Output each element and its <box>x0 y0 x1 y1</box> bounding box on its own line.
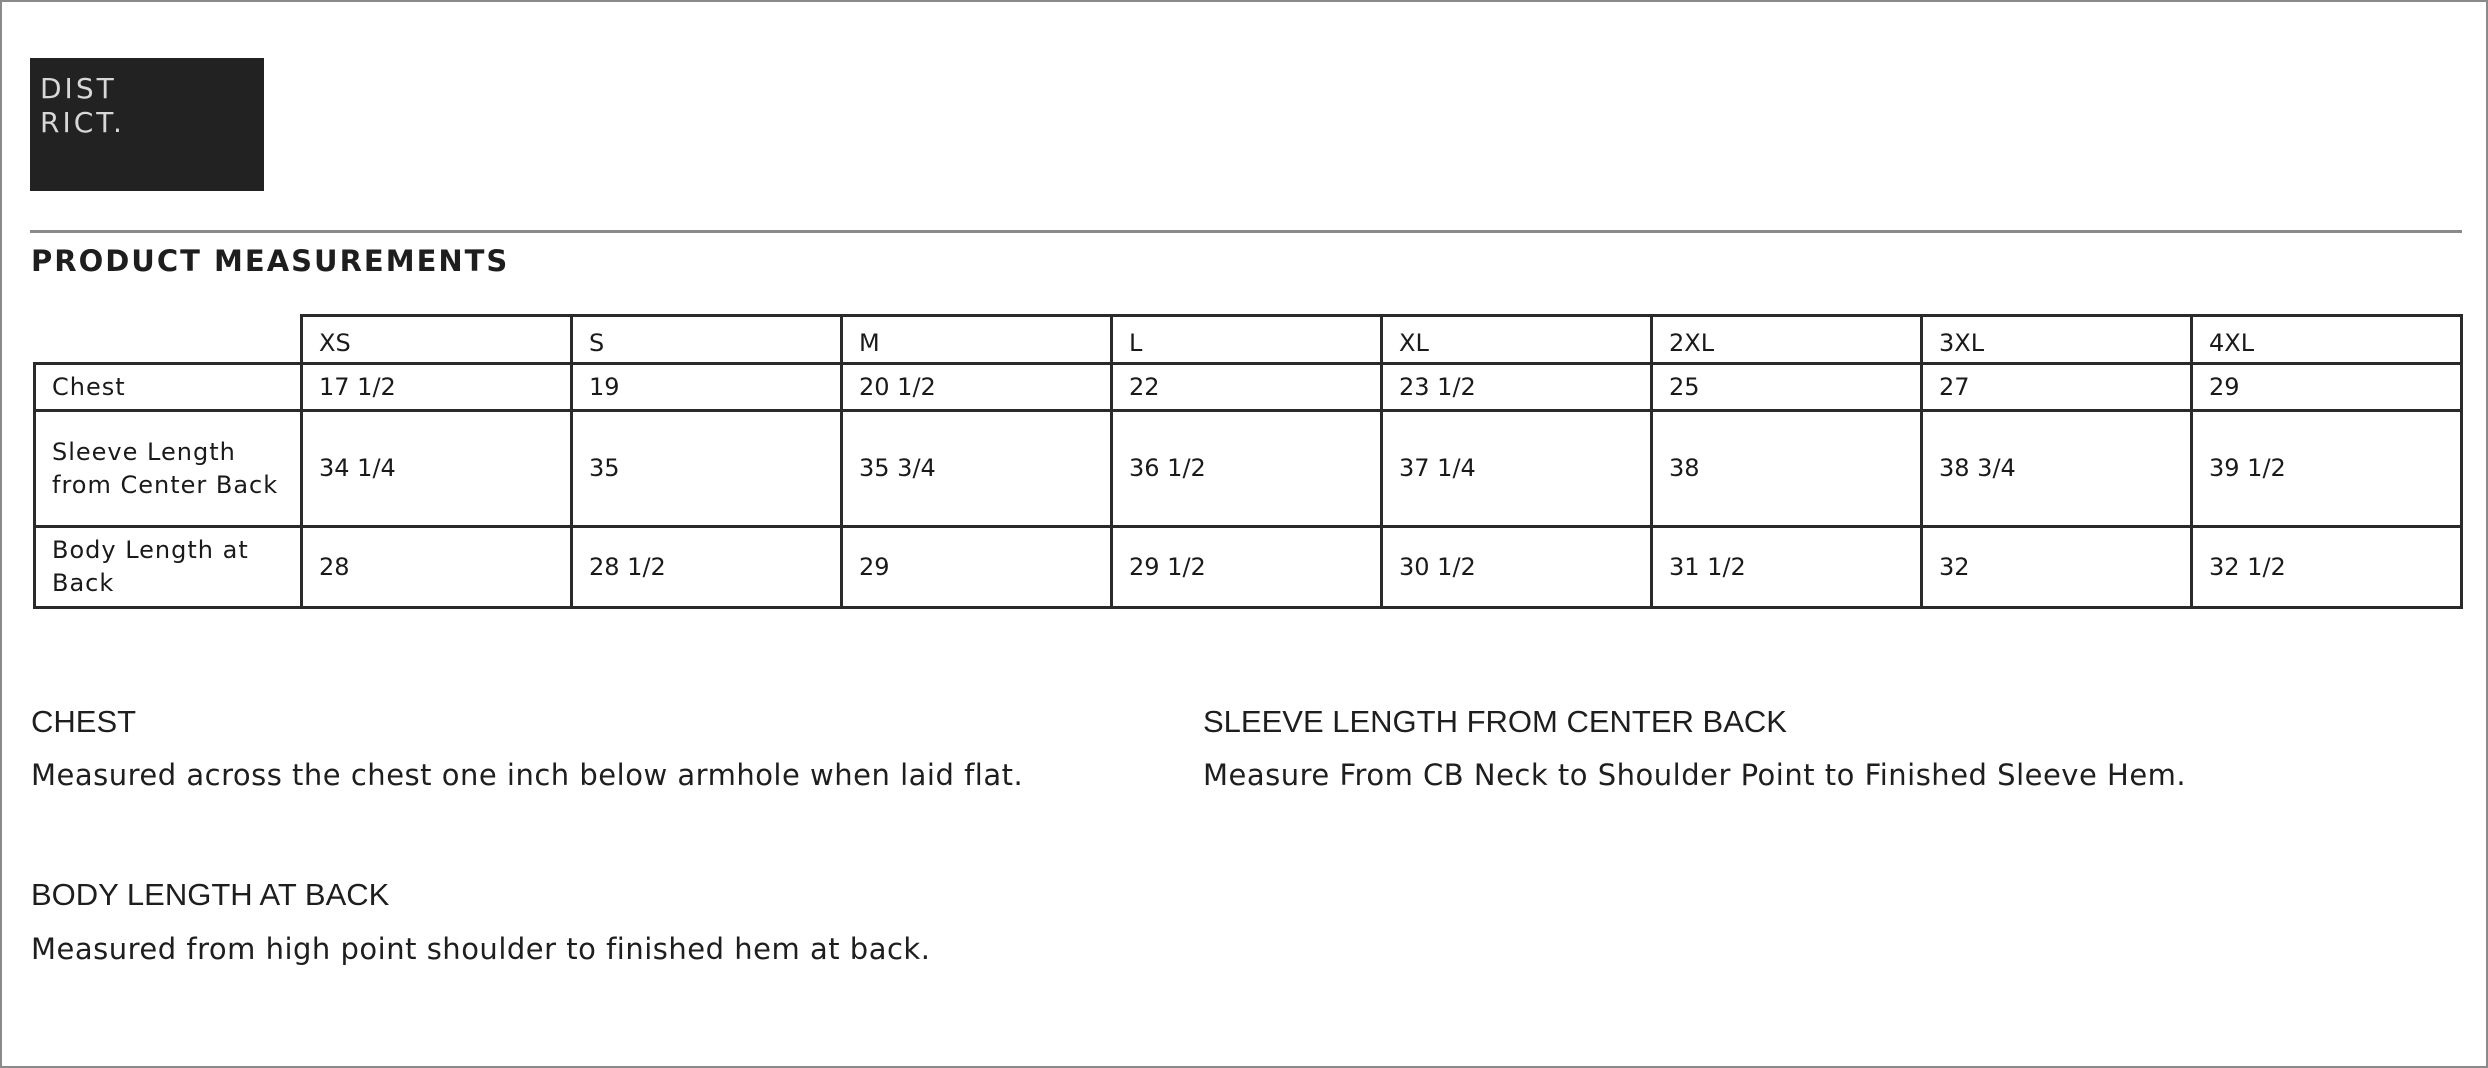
table-cell: 23 1/2 <box>1382 364 1652 411</box>
sleeve-description-title: SLEEVE LENGTH FROM CENTER BACK <box>1203 704 1787 739</box>
section-title: PRODUCT MEASUREMENTS <box>31 244 510 278</box>
table-cell: 28 <box>302 527 572 608</box>
table-cell: 20 1/2 <box>842 364 1112 411</box>
table-cell: 29 <box>842 527 1112 608</box>
size-header: L <box>1112 316 1382 364</box>
table-cell: 25 <box>1652 364 1922 411</box>
logo-line-2: RICT. <box>40 106 125 139</box>
table-cell: 39 1/2 <box>2192 411 2462 527</box>
table-corner-cell <box>35 316 302 364</box>
table-cell: 29 <box>2192 364 2462 411</box>
logo-line-1: DIST <box>40 72 117 105</box>
brand-logo-wordmark <box>40 72 125 140</box>
size-header: S <box>572 316 842 364</box>
size-header: 4XL <box>2192 316 2462 364</box>
chest-description-title: CHEST <box>31 704 137 739</box>
measurement-table <box>33 314 2463 609</box>
table-cell: 27 <box>1922 364 2192 411</box>
table-cell: 38 3/4 <box>1922 411 2192 527</box>
row-label: Chest <box>35 364 302 411</box>
size-header: 2XL <box>1652 316 1922 364</box>
table-cell: 32 1/2 <box>2192 527 2462 608</box>
body-length-description-text: Measured from high point shoulder to finished hem at back. <box>31 932 931 966</box>
table-cell: 35 <box>572 411 842 527</box>
table-cell: 35 3/4 <box>842 411 1112 527</box>
table-cell: 37 1/4 <box>1382 411 1652 527</box>
size-header: XS <box>302 316 572 364</box>
header-divider <box>30 230 2462 233</box>
chest-description-text: Measured across the chest one inch below armhole when laid flat. <box>31 758 1024 792</box>
table-row-body-length <box>35 527 2462 608</box>
table-cell: 31 1/2 <box>1652 527 1922 608</box>
table-row-sleeve-length <box>35 411 2462 527</box>
table-header-row <box>35 316 2462 364</box>
table-cell: 29 1/2 <box>1112 527 1382 608</box>
table-cell: 22 <box>1112 364 1382 411</box>
size-header: 3XL <box>1922 316 2192 364</box>
row-label: Body Length at Back <box>35 527 302 608</box>
body-length-description-title: BODY LENGTH AT BACK <box>31 877 390 912</box>
sleeve-description-text: Measure From CB Neck to Shoulder Point to Finished Sleeve Hem. <box>1203 758 2187 792</box>
table-cell: 38 <box>1652 411 1922 527</box>
table-cell: 32 <box>1922 527 2192 608</box>
table-cell: 36 1/2 <box>1112 411 1382 527</box>
table-cell: 17 1/2 <box>302 364 572 411</box>
table-cell: 19 <box>572 364 842 411</box>
table-cell: 28 1/2 <box>572 527 842 608</box>
row-label: Sleeve Length from Center Back <box>35 411 302 527</box>
table-cell: 30 1/2 <box>1382 527 1652 608</box>
table-row-chest <box>35 364 2462 411</box>
size-header: M <box>842 316 1112 364</box>
brand-logo <box>30 58 264 191</box>
table-cell: 34 1/4 <box>302 411 572 527</box>
size-header: XL <box>1382 316 1652 364</box>
